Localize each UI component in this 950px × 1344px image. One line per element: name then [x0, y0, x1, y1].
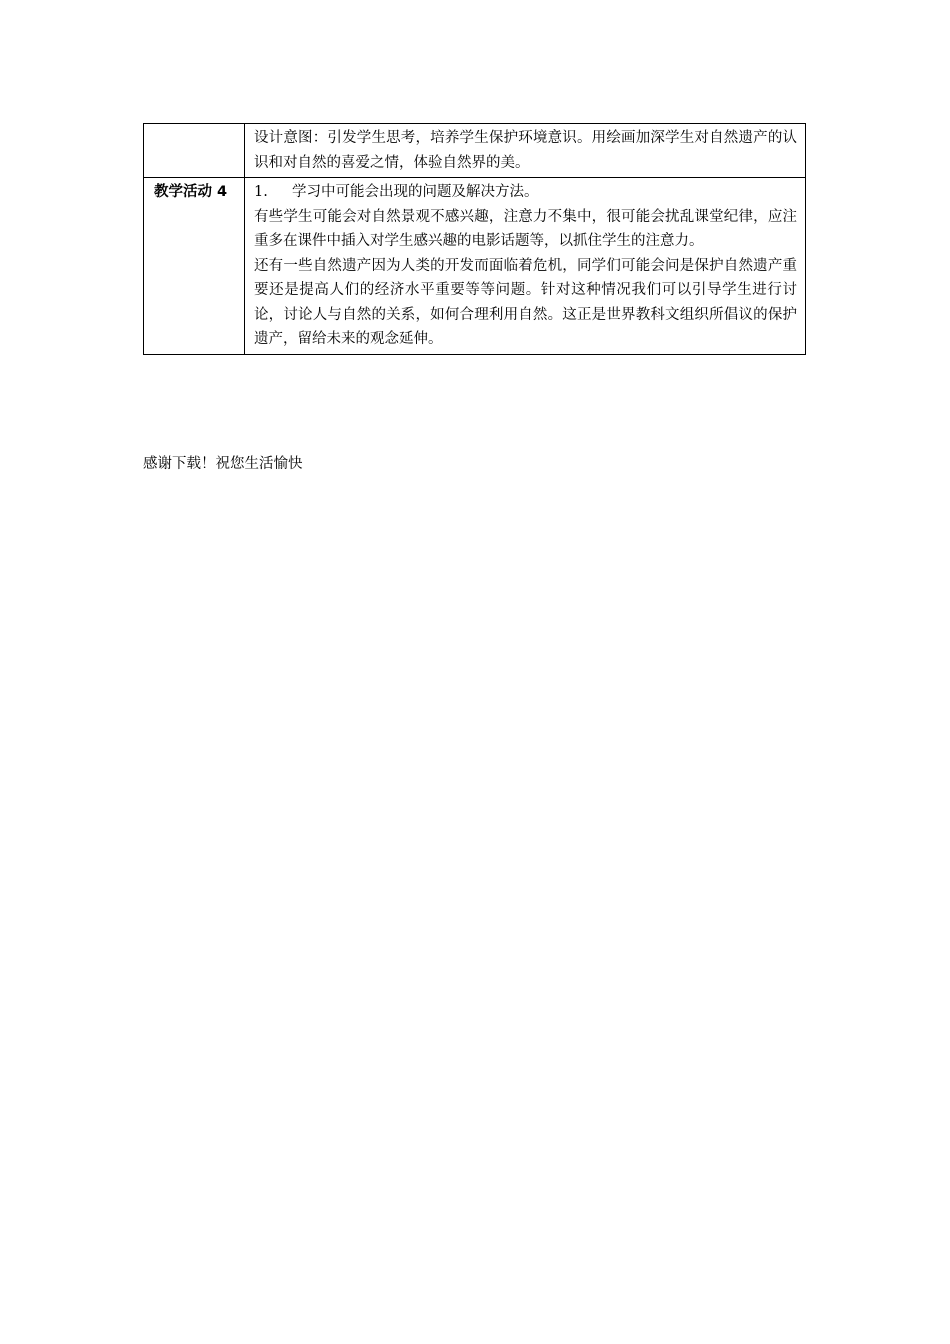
row-content-cell	[245, 124, 806, 178]
row-content-cell	[245, 178, 806, 355]
row-label-cell	[144, 124, 245, 178]
list-item-text: 学习中可能会出现的问题及解决方法。	[292, 184, 539, 200]
design-intent-paragraph: 设计意图：引发学生思考，培养学生保护环境意识。用绘画加深学生对自然遗产的认识和对自然的喜爱之情，体验自然界的美。	[254, 130, 797, 171]
row-label-cell: 教学活动 4	[144, 178, 245, 355]
lesson-plan-table	[143, 123, 806, 355]
problem-paragraph: 有些学生可能会对自然景观不感兴趣，注意力不集中，很可能会扰乱课堂纪律，应注重多在课件中插入对学生感兴趣的电影话题等，以抓住学生的注意力。	[254, 208, 797, 249]
list-number: 1.	[254, 184, 268, 200]
table-row	[144, 178, 806, 355]
solution-paragraph: 还有一些自然遗产因为人类的开发而面临着危机，同学们可能会问是保护自然遗产重要还是提高人们的经济水平重要等等问题。针对这种情况我们可以引导学生进行讨论，讨论人与自然的关系，如何合理利用自然。这正是世界教科文组织所倡议的保护遗产，留给未来的观念延伸。	[254, 257, 797, 347]
list-item	[254, 180, 797, 205]
thanks-footer: 感谢下载！祝您生活愉快	[143, 456, 303, 472]
table-row	[144, 124, 806, 178]
